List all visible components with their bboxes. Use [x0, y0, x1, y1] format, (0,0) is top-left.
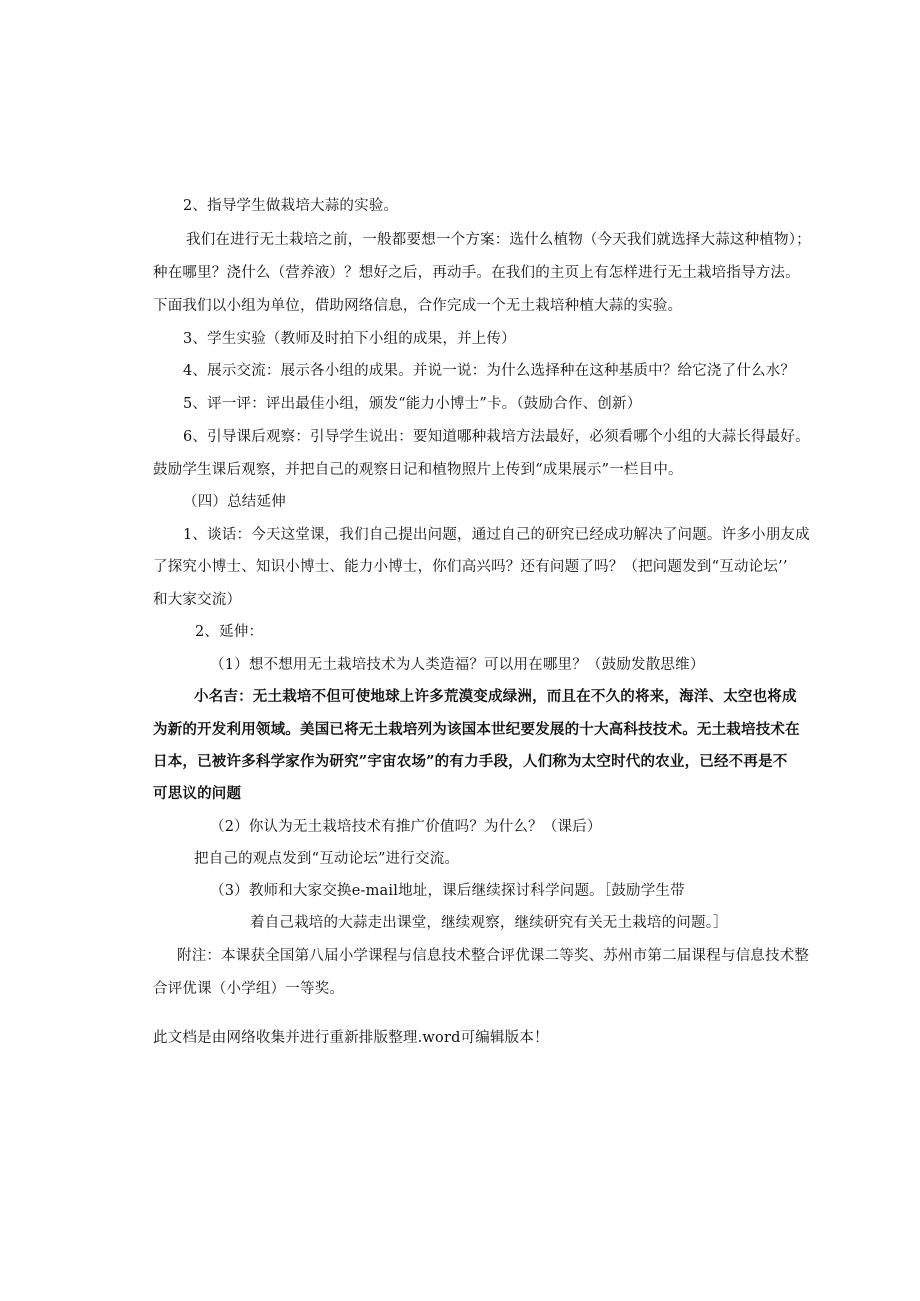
- section-heading: （四）总结延伸: [183, 494, 286, 510]
- step-2-heading: 2、指导学生做栽培大蒜的实验。: [183, 198, 399, 214]
- bold-paragraph-line: 为新的开发利用领域。美国已将无土栽培列为该国本世纪要发展的十大高科技技术。无土栽培技术在: [153, 721, 800, 738]
- note-line: 附注：本课获全国第八届小学课程与信息技术整合评优课二等奖、苏州市第二届课程与信息技术整: [177, 948, 810, 964]
- bold-paragraph-line: 小名吉：无土栽培不但可使地球上许多荒漠变成绿洲，而且在不久的将来，海洋、太空也将成: [194, 688, 797, 705]
- paragraph-line: 和大家交流）: [153, 592, 242, 608]
- bold-paragraph-line: 日本，已被许多科学家作为研究”宇宙农场”的有力手段，人们称为太空时代的农业，已经不再是不: [153, 753, 788, 770]
- paragraph-line: 我们在进行无土栽培之前，一般都要想一个方案：选什么植物（今天我们就选择大蒜这种植物）；: [186, 232, 811, 248]
- paragraph-line: 了探究小博士、知识小博士、能力小博士，你们高兴吗？还有问题了吗？（把问题发到“互动论坛’’: [153, 559, 788, 575]
- question-1-line: （1）想不想用无土栽培技术为人类造福？可以用在哪里？（鼓励发散思维）: [210, 657, 705, 673]
- footer-note: 此文档是由网络收集并进行重新排版整理.word可编辑版本！: [153, 1030, 549, 1046]
- note-line: 合评优课（小学组）一等奖。: [153, 981, 345, 997]
- bold-paragraph-line: 可思议的问题: [153, 785, 242, 802]
- step-3-line: 3、学生实验（教师及时拍下小组的成果，并上传）: [183, 331, 516, 347]
- paragraph-line: 把自己的观点发到“互动论坛”进行交流。: [194, 851, 460, 867]
- question-2-line: （2）你认为无土栽培技术有推广价值吗？为什么？（课后）: [210, 819, 602, 835]
- paragraph-line: 种在哪里？浇什么（营养液）？想好之后，再动手。在我们的主页上有怎样进行无土栽培指导方法。: [153, 265, 800, 281]
- paragraph-line: 下面我们以小组为单位，借助网络信息，合作完成一个无土栽培种植大蒜的实验。: [153, 298, 683, 314]
- question-3-line: （3）教师和大家交换e-mail地址，课后继续探讨科学问题。［鼓励学生带: [210, 883, 685, 899]
- step-5-line: 5、评一评：评出最佳小组，颁发“能力小博士”卡。（鼓励合作、创新）: [183, 396, 642, 412]
- step-4-line: 4、展示交流：展示各小组的成果。并说一说：为什么选择种在这种基质中？给它浇了什么水？: [183, 363, 796, 379]
- paragraph-line: 鼓励学生课后观察，并把自己的观察日记和植物照片上传到“成果展示”一栏目中。: [153, 462, 683, 478]
- paragraph-line: 1、谈话：今天这堂课，我们自己提出问题，通过自己的研究已经成功解决了问题。许多小朋友成: [183, 527, 810, 543]
- extension-heading: 2、延伸：: [195, 624, 264, 640]
- step-6-line: 6、引导课后观察：引导学生说出：要知道哪种栽培方法最好，必须看哪个小组的大蒜长得最好。: [183, 429, 810, 445]
- paragraph-line: 着自己栽培的大蒜走出课堂，继续观察，继续研究有关无土栽培的问题。］: [250, 915, 728, 931]
